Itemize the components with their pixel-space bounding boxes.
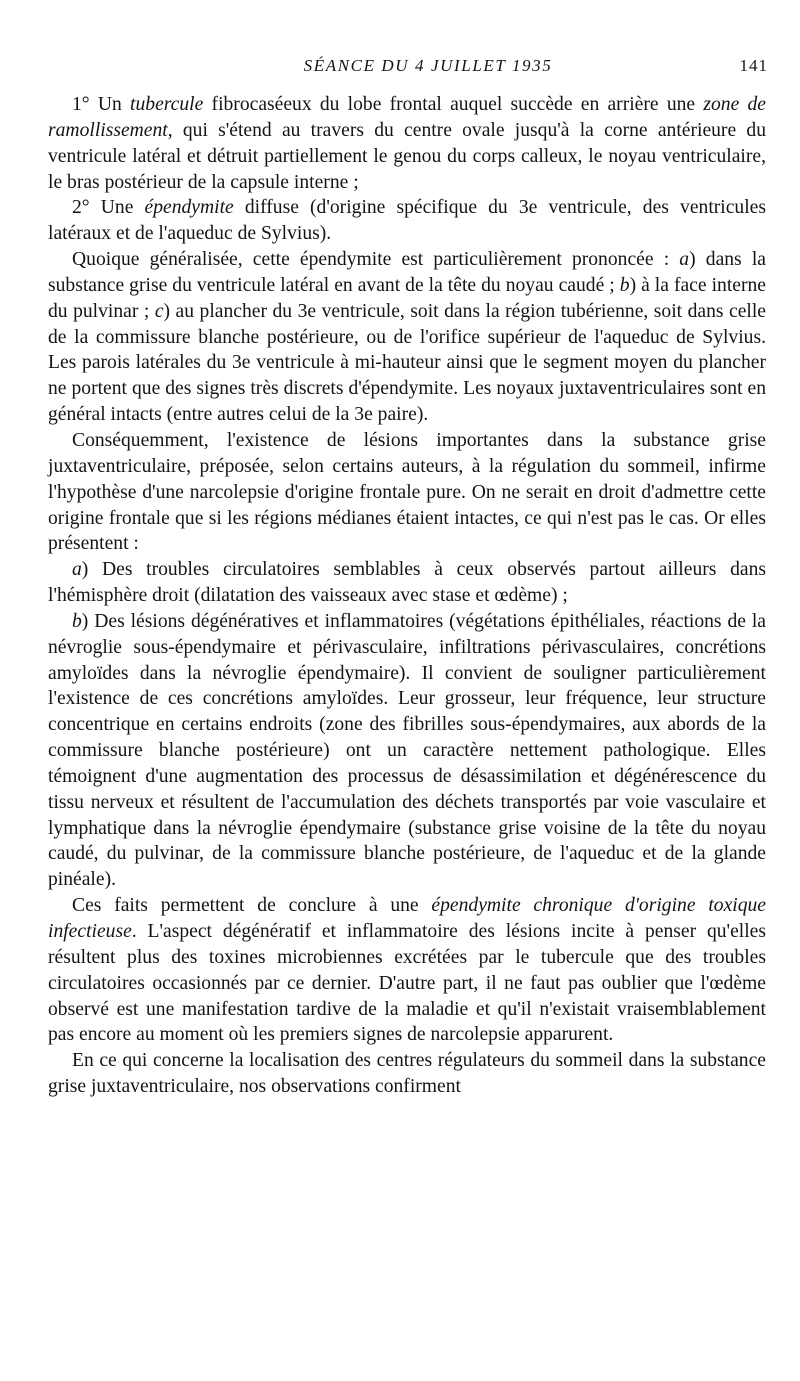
paragraph-8: En ce qui concerne la localisation des centres régulateurs du sommeil dans la substance grise juxtaventriculaire, nos observations confirment [48,1050,766,1098]
running-head [48,56,768,80]
paragraph-7: Ces faits permettent de conclure à une épendymite chronique d'origine toxique infectieuse. L'aspect dégénératif et inflammatoire des lésions incite à penser qu'elles résultent plus des toxines microbiennes excrétées par le tubercule que des troubles circulatoires occasionnés par ce dernier. D'autre part, il ne faut pas oublier que l'œdème observé est une manifestation tardive de la maladie et qu'il n'existait vraisemblablement pas encore au moment où les premiers signes de narcolepsie apparurent. [48,895,767,1046]
paragraph-2: 2° Une épendymite diffuse (d'origine spécifique du 3e ventricule, des ventricules latéraux et de l'aqueduc de Sylvius). [48,197,766,245]
page-number: 141 [739,56,768,75]
paragraph-1: 1° Un tubercule fibrocaséeux du lobe frontal auquel succède en arrière une zone de ramollissement, qui s'étend au travers du centre ovale jusqu'à la corne antérieure du ventricule latéral et détruit partiellement le genou du corps calleux, le noyau ventriculaire, le bras postérieur de la capsule interne ; [48,94,766,193]
running-title: SÉANCE DU 4 JUILLET 1935 [303,56,553,75]
paragraph-3: Quoique généralisée, cette épendymite est particulièrement prononcée : a) dans la substance grise du ventricule latéral en avant de la tête du noyau caudé ; b) à la face interne du pulvinar ; c) au plancher du 3e ventricule, soit dans la région tubérienne, soit dans celle de la commissure blanche postérieure, ou de l'orifice supérieur de l'aqueduc de Sylvius. Les parois latérales du 3e ventricule à mi-hauteur ainsi que le segment moyen du plancher ne portent que des signes très discrets d'épendymite. Les noyaux juxtaventriculaires sont en général intacts (entre autres celui de la 3e paire). [48,249,766,426]
paragraph-4: Conséquemment, l'existence de lésions importantes dans la substance grise juxtaventriculaire, préposée, selon certains auteurs, à la régulation du sommeil, infirme l'hypothèse d'une narcolepsie d'origine frontale pure. On ne serait en droit d'admettre cette origine frontale que si les régions médianes étaient intactes, ce qui n'est pas le cas. Or elles présentent : [48,429,766,555]
paragraph-5: a) Des troubles circulatoires semblables à ceux observés partout ailleurs dans l'hémisphère droit (dilatation des vaisseaux avec stase et œdème) ; [48,559,766,607]
body-text [48,92,766,1100]
paragraph-6: b) Des lésions dégénératives et inflammatoires (végétations épithéliales, réactions de la névroglie sous-épendymaire et périvasculaire, infiltrations périvasculaires, concrétions amyloïdes dans la névroglie épendymaire). Il convient de souligner particulièrement l'existence de ces concrétions amyloïdes. Leur grosseur, leur fréquence, leur structure concentrique en certains endroits (zone des fibrilles sous-épendymaires, aux abords de la commissure blanche postérieure) ont un caractère nettement pathologique. Elles témoignent d'une augmentation des processus de désassimilation et dégénérescence du tissu nerveux et résultent de l'accumulation des déchets transportés par voie vasculaire et lymphatique dans la névroglie épendymaire (substance grise voisine de la tête du noyau caudé, du pulvinar, de la commissure blanche postérieure, de l'aqueduc et de la glande pinéale). [48,610,766,891]
